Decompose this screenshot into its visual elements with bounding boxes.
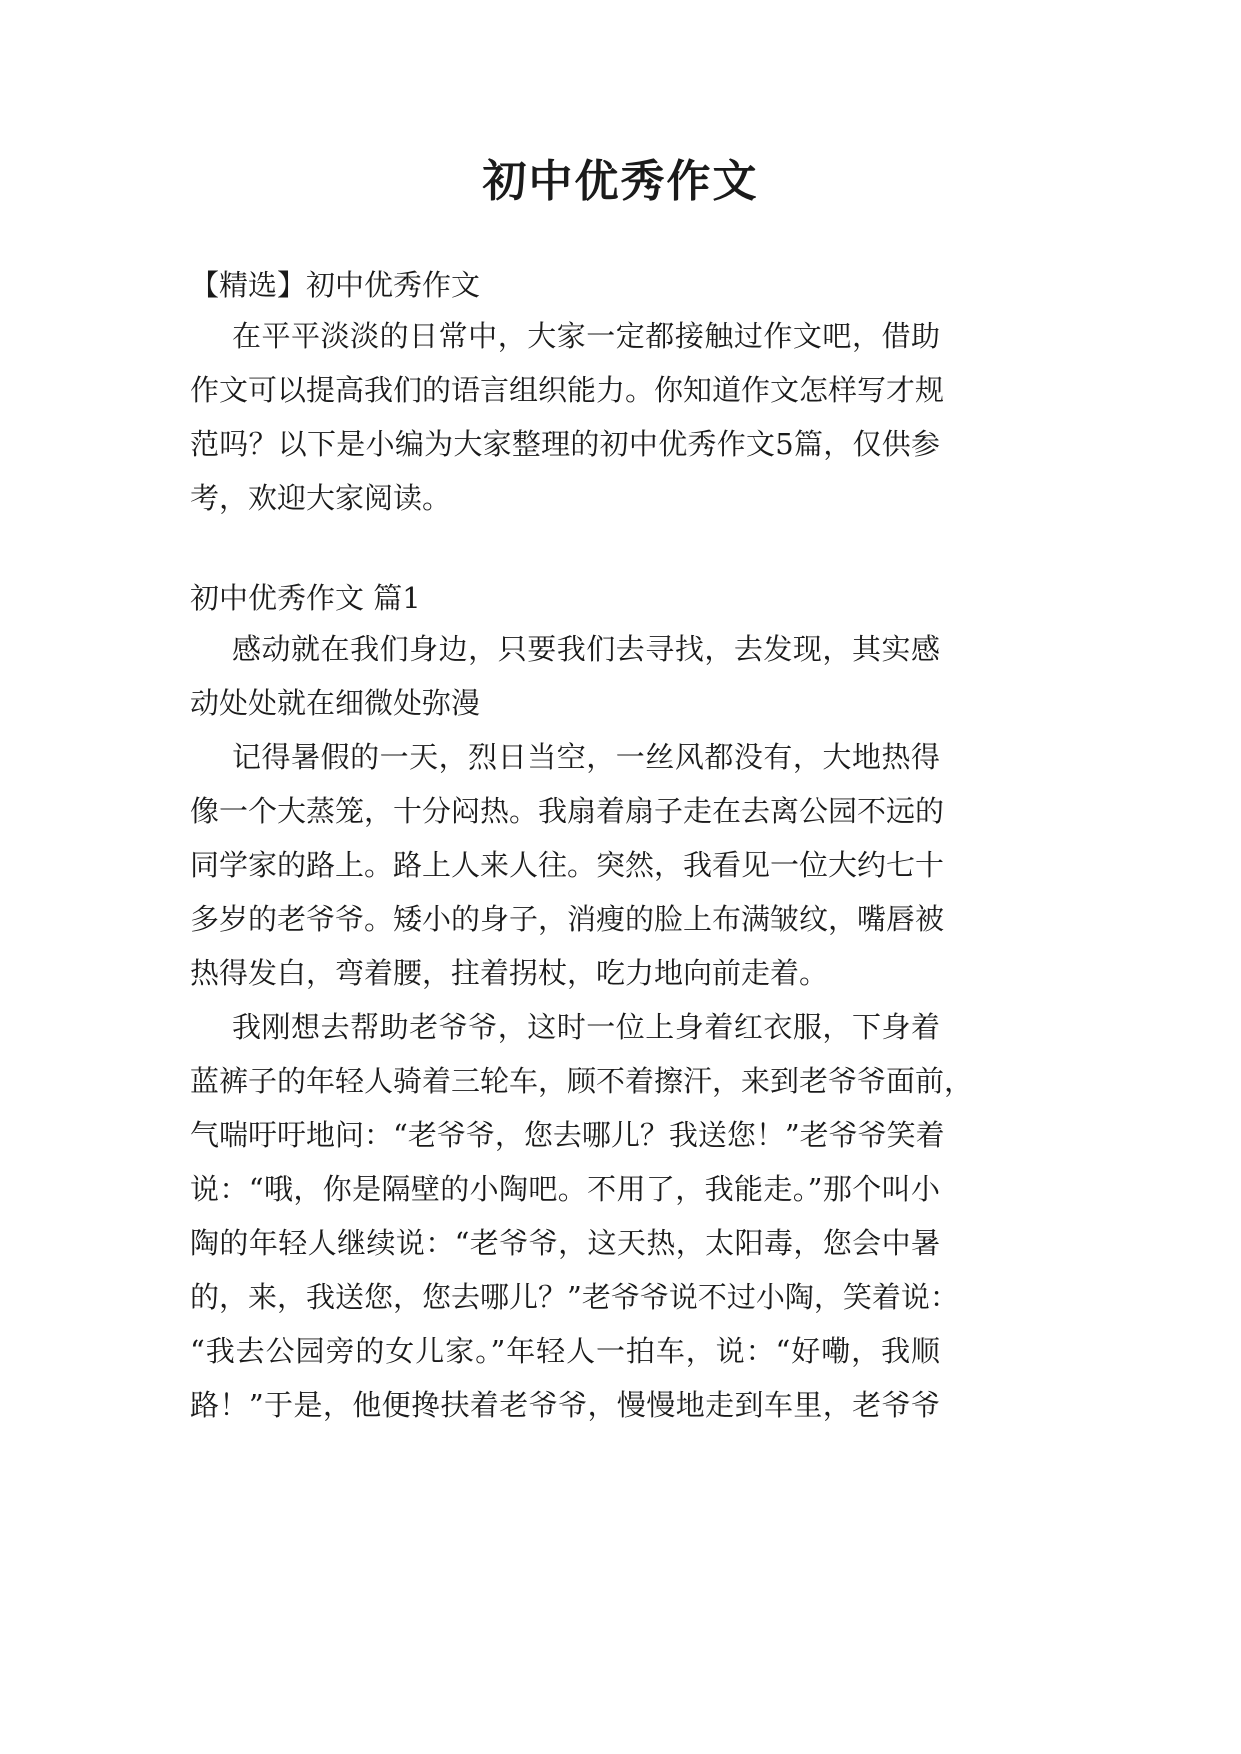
paragraph-line: 路！”于是，他便搀扶着老爷爷，慢慢地走到车里，老爷爷 — [190, 1388, 940, 1422]
paragraph-line: 范吗？以下是小编为大家整理的初中优秀作文5篇，仅供参 — [190, 427, 940, 461]
document-title: 初中优秀作文 — [482, 156, 759, 207]
section-heading: 初中优秀作文 篇1 — [190, 581, 421, 615]
paragraph-line: 陶的年轻人继续说：“老爷爷，这天热，太阳毒，您会中暑 — [190, 1226, 940, 1260]
paragraph-line: 动处处就在细微处弥漫 — [190, 686, 481, 720]
paragraph-line: 考，欢迎大家阅读。 — [190, 481, 452, 515]
paragraph-line: 同学家的路上。路上人来人往。突然，我看见一位大约七十 — [190, 848, 945, 882]
intro-heading: 【精选】初中优秀作文 — [190, 268, 481, 302]
paragraph-line: 说：“哦，你是隔壁的小陶吧。不用了，我能走。”那个叫小 — [190, 1172, 940, 1206]
paragraph-line: 多岁的老爷爷。矮小的身子，消瘦的脸上布满皱纹，嘴唇被 — [190, 902, 945, 936]
paragraph-line: 记得暑假的一天，烈日当空，一丝风都没有，大地热得 — [232, 740, 940, 774]
paragraph-line: “我去公园旁的女儿家。”年轻人一拍车，说：“好嘞，我顺 — [190, 1334, 940, 1368]
paragraph-line: 感动就在我们身边，只要我们去寻找，去发现，其实感 — [232, 632, 940, 666]
paragraph-line: 蓝裤子的年轻人骑着三轮车，顾不着擦汗，来到老爷爷面前， — [190, 1064, 974, 1098]
paragraph-line: 作文可以提高我们的语言组织能力。你知道作文怎样写才规 — [190, 373, 945, 407]
paragraph-line: 我刚想去帮助老爷爷，这时一位上身着红衣服，下身着 — [232, 1010, 940, 1044]
paragraph-line: 像一个大蒸笼，十分闷热。我扇着扇子走在去离公园不远的 — [190, 794, 945, 828]
paragraph-line: 气喘吁吁地问：“老爷爷，您去哪儿？我送您！”老爷爷笑着 — [190, 1118, 945, 1152]
paragraph-line: 热得发白，弯着腰，拄着拐杖，吃力地向前走着。 — [190, 956, 829, 990]
paragraph-line: 在平平淡淡的日常中，大家一定都接触过作文吧，借助 — [232, 319, 940, 353]
paragraph-line: 的，来，我送您，您去哪儿？”老爷爷说不过小陶，笑着说： — [190, 1280, 959, 1314]
